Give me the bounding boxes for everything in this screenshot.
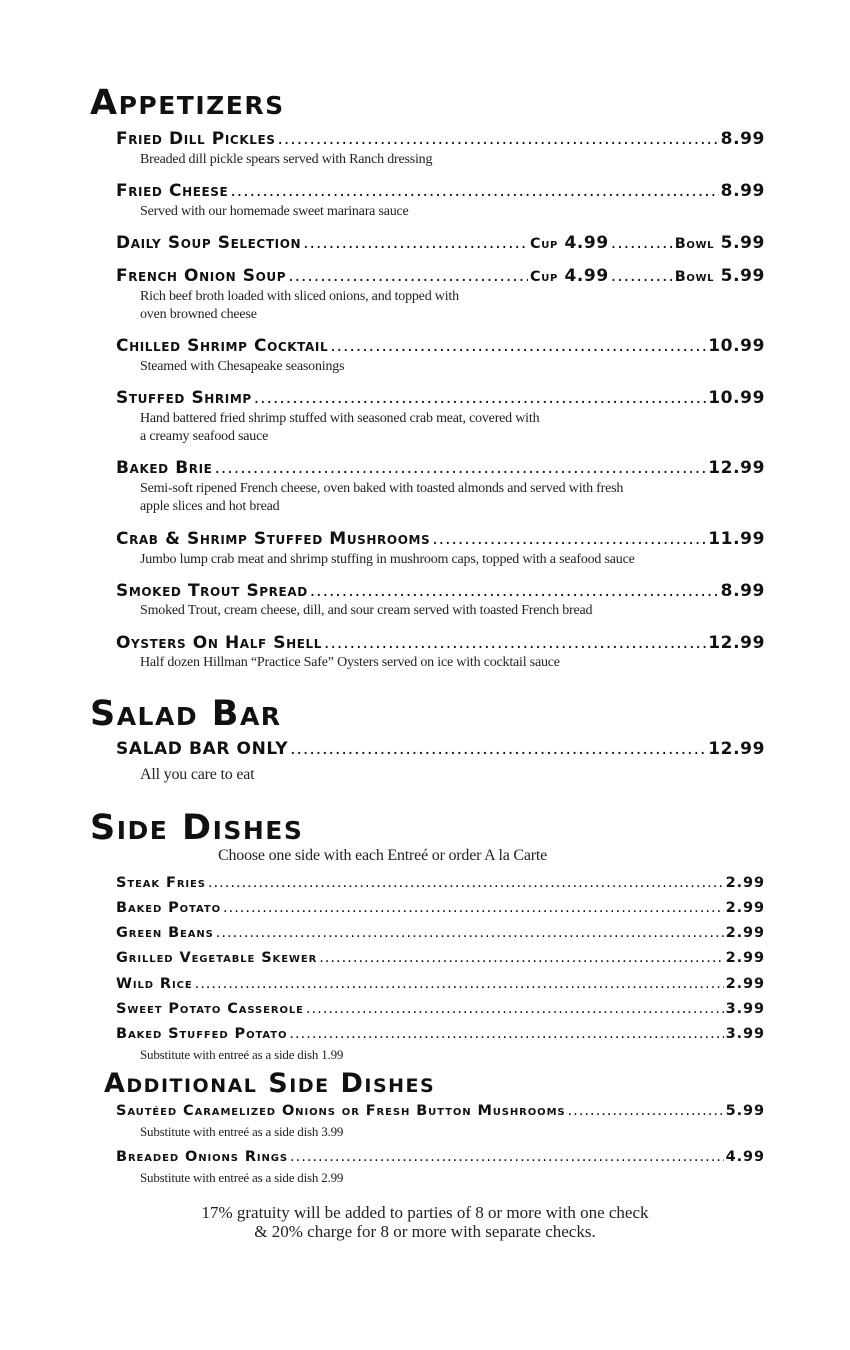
item-price: 2.99: [725, 900, 765, 916]
leader-dots: [216, 926, 724, 941]
item-description: Breaded dill pickle spears served with Ranch dressing: [140, 152, 433, 167]
bowl-price: 5.99: [720, 233, 765, 253]
menu-item-steak-fries: [116, 876, 765, 891]
item-name: French Onion Soup: [116, 266, 287, 286]
item-price: 10.99: [708, 336, 765, 356]
bowl-label: Bowl: [674, 269, 715, 285]
item-name: Baked Brie: [116, 458, 213, 478]
menu-item-french-onion-soup: [116, 268, 765, 285]
item-name: Sweet Potato Casserole: [116, 1001, 304, 1017]
desc-line: oven browned cheese: [140, 307, 257, 322]
leader-dots: [432, 531, 706, 548]
item-name: Green Beans: [116, 925, 214, 941]
item-price: 2.99: [725, 976, 765, 992]
cup-price: 4.99: [564, 266, 609, 286]
menu-item-daily-soup-selection: [116, 235, 765, 252]
item-price: 12.99: [708, 739, 765, 759]
leader-dots: [324, 635, 706, 652]
leader-dots: [306, 1002, 724, 1017]
side-dishes-subtitle: Choose one side with each Entreé or order A la Carte: [218, 847, 548, 864]
item-name: Baked Stuffed Potato: [116, 1026, 288, 1042]
leader-dots: [303, 235, 528, 252]
item-price: 2.99: [725, 950, 765, 966]
item-price: 8.99: [720, 129, 765, 149]
cup-label: Cup: [530, 236, 558, 252]
item-name: Oysters On Half Shell: [116, 633, 323, 653]
bowl-label: Bowl: [674, 236, 715, 252]
item-name: Stuffed Shrimp: [116, 388, 252, 408]
item-name: Fried Dill Pickles: [116, 129, 276, 149]
item-description: [140, 480, 623, 516]
item-name: Wild Rice: [116, 976, 193, 992]
item-description: Served with our homemade sweet marinara sauce: [140, 204, 409, 219]
item-price: 11.99: [708, 529, 765, 549]
item-description: [140, 288, 459, 324]
item-price: 3.99: [725, 1026, 765, 1042]
item-name: Daily Soup Selection: [116, 233, 302, 253]
leader-dots: [208, 876, 724, 891]
menu-item-oysters-on-half-shell: [116, 635, 765, 652]
menu-item-baked-potato: [116, 901, 765, 916]
leader-dots: [288, 268, 528, 285]
leader-dots: [568, 1104, 724, 1119]
cup-price: 4.99: [564, 233, 609, 253]
leader-dots: [223, 901, 724, 916]
item-description: All you care to eat: [140, 766, 255, 783]
item-name: Grilled Vegetable Skewer: [116, 950, 318, 966]
section-title-side-dishes: Side Dishes: [90, 808, 304, 848]
menu-item-fried-cheese: [116, 183, 765, 200]
item-price: 4.99: [725, 1149, 765, 1165]
item-name: Fried Cheese: [116, 181, 229, 201]
leader-dots: [290, 1150, 724, 1165]
item-description: [140, 410, 539, 446]
desc-line: apple slices and hot bread: [140, 499, 280, 514]
leader-dots: [611, 268, 673, 285]
menu-item-wild-rice: [116, 977, 765, 992]
menu-item-smoked-trout-spread: [116, 583, 765, 600]
item-description: Substitute with entreé as a side dish 2.99: [140, 1170, 344, 1185]
item-price: 8.99: [720, 181, 765, 201]
menu-item-crab-shrimp-stuffed-mushrooms: [116, 531, 765, 548]
menu-item-salad-bar-only: [116, 741, 765, 758]
item-name: SALAD BAR ONLY: [116, 739, 289, 759]
menu-item-sauteed-onions-or-mushrooms: [116, 1104, 765, 1119]
item-price: 12.99: [708, 633, 765, 653]
menu-item-fried-dill-pickles: [116, 131, 765, 148]
item-name: Sautéed Caramelized Onions or Fresh Button Mushrooms: [116, 1103, 566, 1119]
item-price: 3.99: [725, 1001, 765, 1017]
leader-dots: [278, 131, 719, 148]
menu-item-baked-stuffed-potato: [116, 1027, 765, 1042]
menu-item-baked-brie: [116, 460, 765, 477]
menu-item-sweet-potato-casserole: [116, 1002, 765, 1017]
item-price: 10.99: [708, 388, 765, 408]
gratuity-line: & 20% charge for 8 or more with separate checks.: [254, 1222, 596, 1241]
gratuity-line: 17% gratuity will be added to parties of 8 or more with one check: [201, 1203, 649, 1222]
item-name: Steak Fries: [116, 875, 206, 891]
desc-line: Hand battered fried shrimp stuffed with seasoned crab meat, covered with: [140, 411, 540, 426]
menu-item-grilled-vegetable-skewer: [116, 951, 765, 966]
desc-line: Semi-soft ripened French cheese, oven baked with toasted almonds and served with fresh: [140, 481, 624, 496]
item-description: Half dozen Hillman “Practice Safe” Oysters served on ice with cocktail sauce: [140, 655, 560, 670]
menu-item-breaded-onion-rings: [116, 1150, 765, 1165]
leader-dots: [310, 583, 719, 600]
gratuity-note: [0, 1203, 850, 1241]
item-description: Substitute with entreé as a side dish 1.99: [140, 1047, 344, 1062]
section-title-appetizers: Appetizers: [90, 83, 285, 123]
item-name: Crab & Shrimp Stuffed Mushrooms: [116, 529, 431, 549]
item-price: 2.99: [725, 875, 765, 891]
item-name: Breaded Onions Rings: [116, 1149, 289, 1165]
item-description: Steamed with Chesapeake seasonings: [140, 359, 345, 374]
desc-line: Rich beef broth loaded with sliced onions, and topped with: [140, 289, 459, 304]
desc-line: a creamy seafood sauce: [140, 429, 269, 444]
item-price: 8.99: [720, 581, 765, 601]
leader-dots: [330, 338, 706, 355]
section-title-salad-bar: Salad Bar: [90, 694, 282, 734]
menu-item-stuffed-shrimp: [116, 390, 765, 407]
cup-label: Cup: [530, 269, 558, 285]
leader-dots: [319, 951, 723, 966]
bowl-price: 5.99: [720, 266, 765, 286]
section-title-additional-side-dishes: Additional Side Dishes: [104, 1068, 436, 1099]
leader-dots: [195, 977, 724, 992]
item-price: 5.99: [725, 1103, 765, 1119]
item-price: 12.99: [708, 458, 765, 478]
item-name: Smoked Trout Spread: [116, 581, 308, 601]
leader-dots: [230, 183, 718, 200]
leader-dots: [290, 741, 706, 758]
item-description: Substitute with entreé as a side dish 3.99: [140, 1124, 344, 1139]
item-name: Chilled Shrimp Cocktail: [116, 336, 329, 356]
item-description: Jumbo lump crab meat and shrimp stuffing in mushroom caps, topped with a seafood sauce: [140, 552, 635, 567]
leader-dots: [289, 1027, 723, 1042]
menu-item-green-beans: [116, 926, 765, 941]
menu-item-chilled-shrimp-cocktail: [116, 338, 765, 355]
item-price: 2.99: [725, 925, 765, 941]
item-description: Smoked Trout, cream cheese, dill, and sour cream served with toasted French bread: [140, 603, 593, 618]
leader-dots: [611, 235, 673, 252]
leader-dots: [254, 390, 706, 407]
item-name: Baked Potato: [116, 900, 221, 916]
leader-dots: [214, 460, 706, 477]
